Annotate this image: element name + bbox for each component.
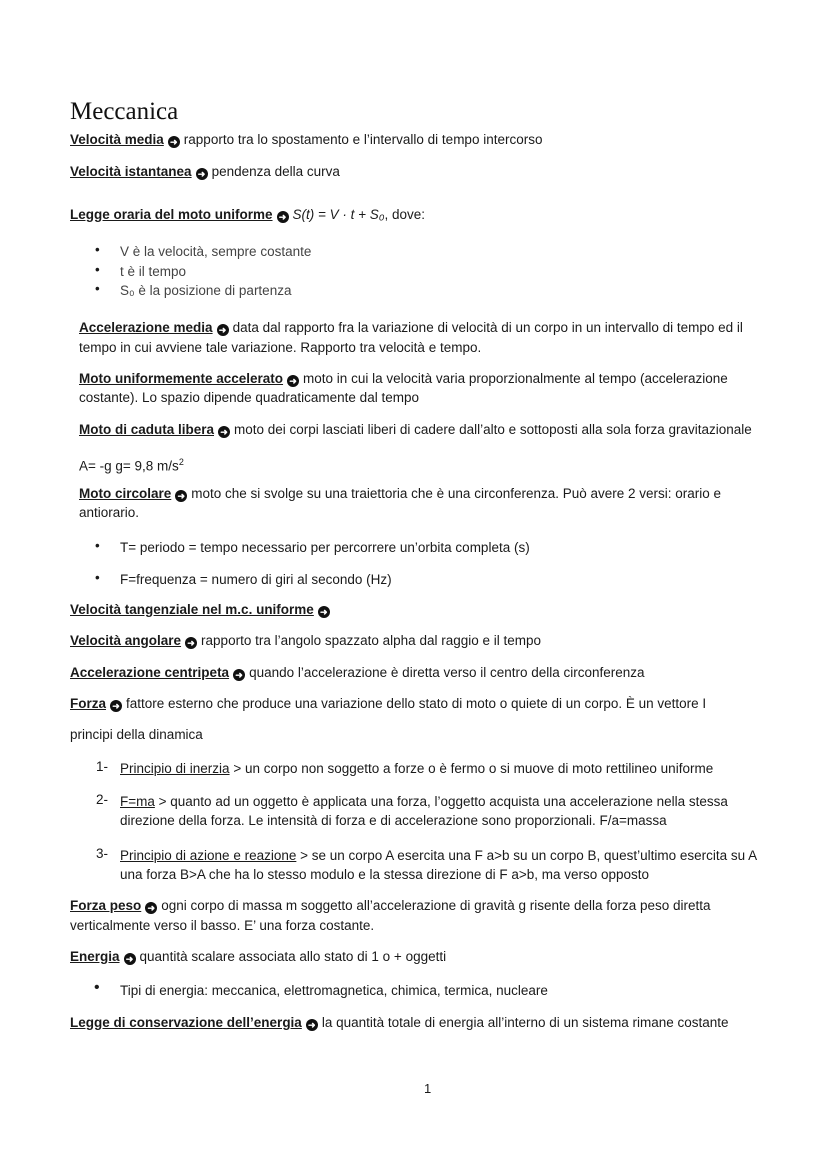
arrow-circle-icon: ➜ (196, 168, 208, 180)
bullet-icon: • (95, 242, 100, 257)
arrow-circle-icon: ➜ (306, 1019, 318, 1031)
arrow-circle-icon: ➜ (318, 606, 330, 618)
principle-head: Principio di inerzia (120, 761, 230, 776)
term: Velocità media (70, 132, 164, 147)
page-number: 1 (424, 1081, 432, 1096)
definition: moto che si svolge su una traiettoria che è una circonferenza. Può avere 2 versi: orario e (191, 486, 722, 501)
formula-text: A= -g g= 9,8 m/s (79, 458, 179, 474)
page-title: Meccanica (70, 98, 179, 125)
list-item: F=frequenza = numero di giri al secondo (Hz) (120, 572, 392, 587)
bullet-icon: • (95, 262, 100, 277)
entry-moto-circolare (79, 484, 721, 503)
entry-forza-peso (70, 896, 711, 915)
list-number: 1- (96, 759, 109, 774)
term: Velocità istantanea (70, 164, 192, 179)
formula-gravity (79, 453, 184, 476)
principle-2 (120, 792, 728, 811)
arrow-circle-icon: ➜ (145, 902, 157, 914)
definition: la quantità totale di energia all’interno di un sistema rimane costante (321, 1015, 729, 1030)
definition: ogni corpo di massa m soggetto all’accelerazione di gravità g risente della forza peso diretta (161, 898, 711, 913)
entry-accelerazione-centripeta (70, 663, 645, 682)
definition-continued: tempo in cui avviene tale variazione. Rapporto tra velocità e tempo. (79, 340, 482, 355)
principle-head: Principio di azione e reazione (120, 848, 297, 863)
principle-head: F=ma (120, 794, 155, 809)
principle-text: > quanto ad un oggetto è applicata una forza, l’oggetto acquista una accelerazione nella stessa (154, 794, 728, 809)
arrow-circle-icon: ➜ (175, 490, 187, 502)
definition-continued: antiorario. (79, 505, 140, 520)
term: Legge di conservazione dell’energia (70, 1015, 302, 1030)
definition: rapporto tra l’angolo spazzato alpha dal raggio e il tempo (201, 633, 542, 648)
list-item: t è il tempo (120, 264, 187, 279)
term: Legge oraria del moto uniforme (70, 207, 273, 222)
principle-text: > un corpo non soggetto a forze o è fermo o si muove di moto rettilineo uniforme (229, 761, 714, 776)
arrow-circle-icon: ➜ (168, 136, 180, 148)
list-item: T= periodo = tempo necessario per percorrere un’orbita completa (s) (120, 540, 530, 555)
definition: pendenza della curva (211, 164, 340, 179)
arrow-circle-icon: ➜ (124, 953, 136, 965)
entry-legge-oraria (70, 205, 425, 224)
arrow-circle-icon: ➜ (185, 637, 197, 649)
list-item: V è la velocità, sempre costante (120, 244, 312, 259)
entry-forza (70, 694, 706, 713)
definition: fattore esterno che produce una variazione dello stato di moto o quiete di un corpo. È un vettore I (126, 696, 707, 711)
entry-velocita-media (70, 130, 542, 149)
definition: moto dei corpi lasciati liberi di cadere dall’alto e sottoposti alla sola forza gravitazionale (234, 422, 752, 437)
arrow-circle-icon: ➜ (218, 426, 230, 438)
bullet-icon: • (95, 538, 100, 553)
principle-1 (120, 759, 713, 778)
term: Accelerazione media (79, 320, 213, 335)
arrow-circle-icon: ➜ (277, 211, 289, 223)
formula-exponent: 2 (178, 457, 184, 467)
term: Forza peso (70, 898, 142, 913)
entry-moto-unif-accelerato (79, 369, 728, 388)
term: Accelerazione centripeta (70, 665, 230, 680)
arrow-circle-icon: ➜ (217, 324, 229, 336)
definition: quando l’accelerazione è diretta verso il centro della circonferenza (249, 665, 645, 680)
formula: S(t) = V · t + S₀ (292, 207, 385, 222)
bullet-icon: • (95, 570, 100, 585)
arrow-circle-icon: ➜ (287, 375, 299, 387)
entry-accelerazione-media (79, 318, 743, 337)
entry-conservazione-energia (70, 1013, 729, 1032)
bullet-icon: • (94, 979, 100, 996)
bullet-icon: • (95, 281, 100, 296)
definition-continued: verticalmente verso il basso. E’ una forza costante. (70, 918, 375, 933)
definition: , dove: (384, 207, 426, 222)
term: Energia (70, 949, 120, 964)
definition: rapporto tra lo spostamento e l’intervallo di tempo intercorso (183, 132, 543, 147)
definition-continued: principi della dinamica (70, 727, 203, 742)
list-number: 3- (96, 846, 109, 861)
definition: moto in cui la velocità varia proporzionalmente al tempo (accelerazione (303, 371, 728, 386)
arrow-circle-icon: ➜ (233, 669, 245, 681)
term: Moto circolare (79, 486, 172, 501)
entry-velocita-istantanea (70, 162, 340, 181)
term: Moto uniformemente accelerato (79, 371, 284, 386)
term: Velocità tangenziale nel m.c. uniforme (70, 602, 314, 617)
principle-text-continued: una forza B>A che ha lo stesso modulo e la stessa direzione di F a>b, ma verso opposto (120, 867, 650, 882)
entry-energia (70, 947, 446, 966)
term: Velocità angolare (70, 633, 182, 648)
term: Moto di caduta libera (79, 422, 215, 437)
principle-3 (120, 846, 757, 865)
list-item: Tipi di energia: meccanica, elettromagnetica, chimica, termica, nucleare (120, 983, 548, 998)
definition-continued: costante). Lo spazio dipende quadraticamente dal tempo (79, 390, 419, 405)
list-item: S₀ è la posizione di partenza (120, 283, 292, 298)
term: Forza (70, 696, 107, 711)
principle-text-continued: direzione della forza. Le intensità di forza e di accelerazione sono proporzionali. F/a=massa (120, 813, 667, 828)
entry-velocita-angolare (70, 631, 541, 650)
entry-caduta-libera (79, 420, 752, 439)
list-number: 2- (96, 792, 109, 807)
definition: quantità scalare associata allo stato di 1 o + oggetti (139, 949, 447, 964)
entry-velocita-tangenziale (70, 600, 334, 619)
principle-text: > se un corpo A esercita una F a>b su un corpo B, quest’ultimo esercita su A (296, 848, 758, 863)
arrow-circle-icon: ➜ (110, 700, 122, 712)
definition: data dal rapporto fra la variazione di velocità di un corpo in un intervallo di tempo ed il (232, 320, 743, 335)
